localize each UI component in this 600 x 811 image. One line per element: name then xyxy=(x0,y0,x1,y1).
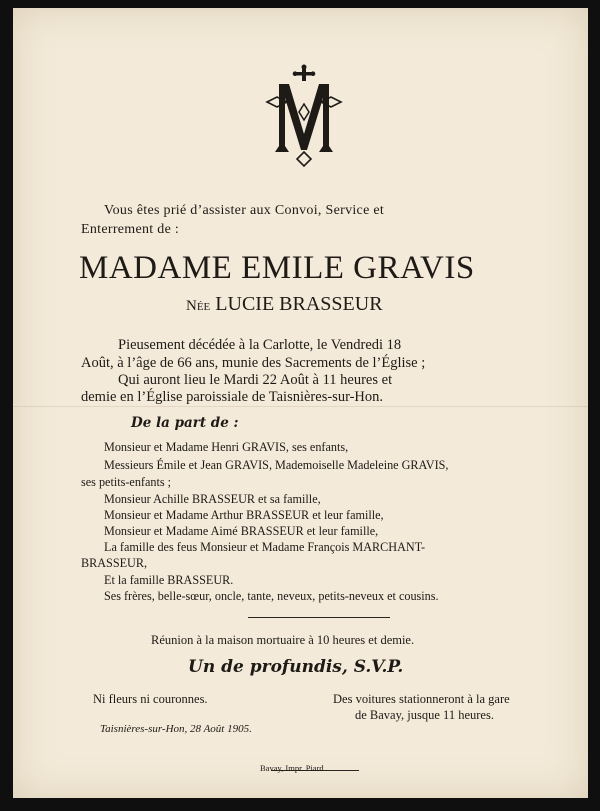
announcement-line-1: Pieusement décédée à la Carlotte, le Vendredi 18 xyxy=(118,337,402,353)
invitation-line-2: Enterrement de : xyxy=(81,222,180,237)
fold-line xyxy=(13,406,588,407)
invitation-line-1: Vous êtes prié d’assister aux Convoi, Service et xyxy=(104,203,385,218)
cars-line-1: Des voitures stationneront à la gare xyxy=(333,692,510,706)
family-line: Monsieur Achille BRASSEUR et sa famille, xyxy=(104,492,321,506)
dateline: Taisnières-sur-Hon, 28 Août 1905. xyxy=(100,723,252,735)
family-line: Ses frères, belle-sœur, oncle, tante, neveux, petits-neveux et cousins. xyxy=(104,589,439,603)
family-line: Monsieur et Madame Henri GRAVIS, ses enfants, xyxy=(104,440,349,454)
maiden-name-line xyxy=(186,293,383,316)
deceased-name: MADAME EMILE GRAVIS xyxy=(79,250,475,286)
family-line: Monsieur et Madame Arthur BRASSEUR et leur famille, xyxy=(104,508,384,522)
family-line: Et la famille BRASSEUR. xyxy=(104,573,234,587)
family-line: Monsieur et Madame Aimé BRASSEUR et leur famille, xyxy=(104,524,379,538)
from-heading: De la part de : xyxy=(131,415,239,431)
printer-credit: Bavay, Impr. Piard xyxy=(260,763,324,773)
reunion-notice: Réunion à la maison mortuaire à 10 heures et demie. xyxy=(151,633,415,647)
announcement-line-4: demie en l’Église paroissiale de Taisnières-sur-Hon. xyxy=(81,389,384,405)
de-profundis: Un de profundis, S.V.P. xyxy=(188,657,404,677)
announcement-line-3: Qui auront lieu le Mardi 22 Août à 11 heures et xyxy=(118,372,393,388)
family-line: La famille des feus Monsieur et Madame François MARCHANT- xyxy=(104,540,426,554)
family-line: BRASSEUR, xyxy=(81,556,148,570)
no-flowers-notice: Ni fleurs ni couronnes. xyxy=(93,692,208,706)
obituary-card xyxy=(13,8,588,798)
announcement-line-2: Août, à l’âge de 66 ans, munie des Sacrements de l’Église ; xyxy=(81,355,426,371)
nee-prefix: Née xyxy=(186,298,211,314)
family-line: ses petits-enfants ; xyxy=(81,475,172,489)
monogram-mary-icon xyxy=(265,64,343,168)
divider xyxy=(248,617,390,618)
family-line: Messieurs Émile et Jean GRAVIS, Mademoiselle Madeleine GRAVIS, xyxy=(104,458,449,472)
maiden-name: LUCIE BRASSEUR xyxy=(215,293,383,315)
cars-line-2: de Bavay, jusque 11 heures. xyxy=(355,708,494,722)
